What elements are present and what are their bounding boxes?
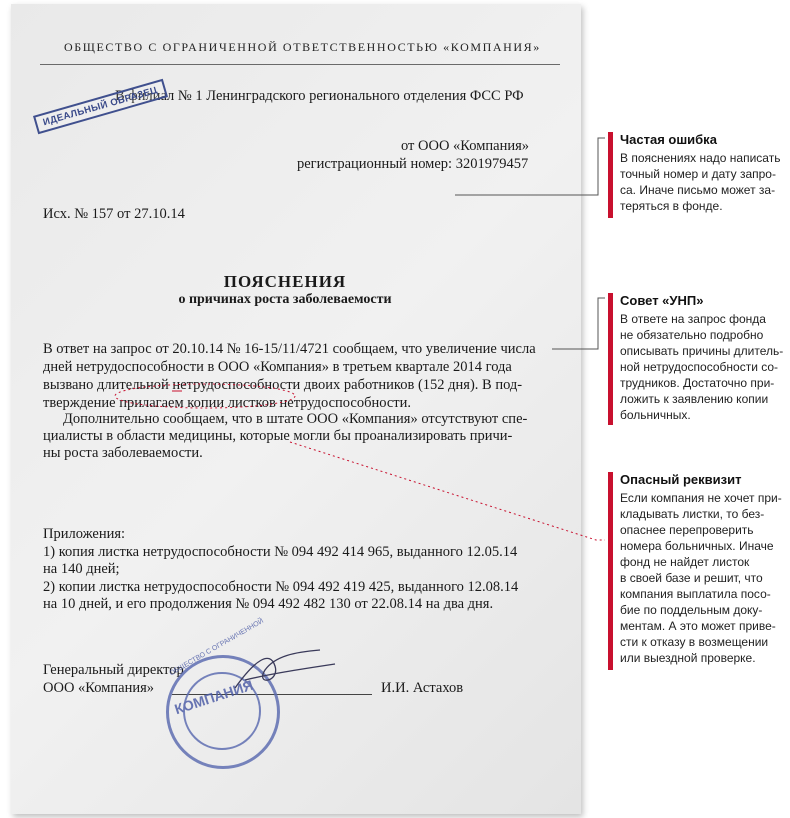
body-line: В ответ на запрос от 20.10.14 № 16-15/11/4721 сообщаем, что увеличение числа — [43, 341, 536, 357]
note-line: номера больничных. Иначе — [620, 539, 774, 553]
body-line: ны роста заболеваемости. — [43, 445, 203, 461]
sender-name: от ООО «Компания» — [401, 138, 530, 154]
body-line: дней нетрудоспособности в ООО «Компания» в третьем квартале 2014 года — [43, 359, 512, 375]
note-title: Совет «УНП» — [620, 293, 704, 308]
note-line: са. Иначе письмо может за- — [620, 183, 776, 197]
attachments-heading: Приложения: — [43, 526, 126, 542]
note-accent-bar — [608, 132, 613, 218]
document-title: ПОЯСНЕНИЯ — [223, 272, 347, 291]
note-line: ложить к заявлению копии — [620, 392, 769, 406]
note-line: бие по поддельным доку- — [620, 603, 763, 617]
signature-scribble — [225, 640, 345, 700]
note-line: ной нетрудоспособности со- — [620, 360, 779, 374]
note-accent-bar — [608, 293, 613, 425]
header-divider — [40, 64, 560, 65]
body-line: вызвано длительной нетрудоспособности двоих работников (152 дня). В под- — [43, 377, 523, 393]
body-line: Дополнительно сообщаем, что в штате ООО «Компания» отсутствуют спе- — [63, 411, 528, 427]
note-title: Частая ошибка — [620, 132, 717, 147]
note-line: В ответе на запрос фонда — [620, 312, 766, 326]
note-line: Если компания не хочет при- — [620, 491, 782, 505]
seal-ring-text: ОБЩЕСТВО С ОГРАНИЧЕННОЙ — [168, 617, 265, 678]
note-line: опаснее перепроверить — [620, 523, 754, 537]
sample-stamp: ИДЕАЛЬНЫЙ ОБРАЗЕЦ — [33, 79, 168, 134]
recipient-line: В филиал № 1 Ленинградского регионального отделения ФСС РФ — [115, 88, 524, 104]
company-header: ОБЩЕСТВО С ОГРАНИЧЕННОЙ ОТВЕТСТВЕННОСТЬЮ «КОМПАНИЯ» — [64, 40, 541, 54]
outgoing-number: Исх. № 157 от 27.10.14 — [43, 206, 185, 222]
attachment-line: 1) копия листка нетрудоспособности № 094 492 414 965, выданного 12.05.14 — [43, 544, 518, 560]
attachment-line: 2) копии листка нетрудоспособности № 094 492 419 425, выданного 12.08.14 — [43, 579, 519, 595]
note-line: в своей базе и решит, что — [620, 571, 763, 585]
note-line: точный номер и дату запро- — [620, 167, 776, 181]
seal-word: КОМПАНИЯ — [172, 676, 255, 718]
note-line: не обязательно подробно — [620, 328, 764, 342]
signer-name: И.И. Астахов — [381, 680, 464, 696]
note-line: или выездной проверке. — [620, 651, 756, 665]
note-line: больничных. — [620, 408, 691, 422]
attachment-line: на 10 дней, и его продолжения № 094 492 482 130 от 22.08.14 на два дня. — [43, 596, 494, 612]
note-line: компания выплатила посо- — [620, 587, 771, 601]
body-line: циалисты в области медицины, которые могли бы проанализировать причи- — [43, 428, 513, 444]
signer-company: ООО «Компания» — [43, 680, 155, 696]
sender-reg-number: регистрационный номер: 3201979457 — [297, 156, 529, 172]
document-subtitle: о причинах роста заболеваемости — [178, 292, 392, 307]
signer-position: Генеральный директор — [43, 662, 184, 678]
attachment-line: на 140 дней; — [43, 561, 120, 577]
note-line: теряться в фонде. — [620, 199, 723, 213]
note-line: ментам. А это может приве- — [620, 619, 776, 633]
note-line: кладывать листки, то без- — [620, 507, 765, 521]
note-line: сти к отказу в возмещении — [620, 635, 769, 649]
body-line: тверждение прилагаем копии листков нетрудоспособности. — [43, 395, 412, 411]
note-line: В пояснениях надо написать — [620, 151, 781, 165]
note-line: фонд не найдет листок — [620, 555, 750, 569]
note-accent-bar — [608, 472, 613, 670]
note-line: описывать причины длитель- — [620, 344, 784, 358]
note-line: трудников. Достаточно при- — [620, 376, 775, 390]
note-title: Опасный реквизит — [620, 472, 742, 487]
